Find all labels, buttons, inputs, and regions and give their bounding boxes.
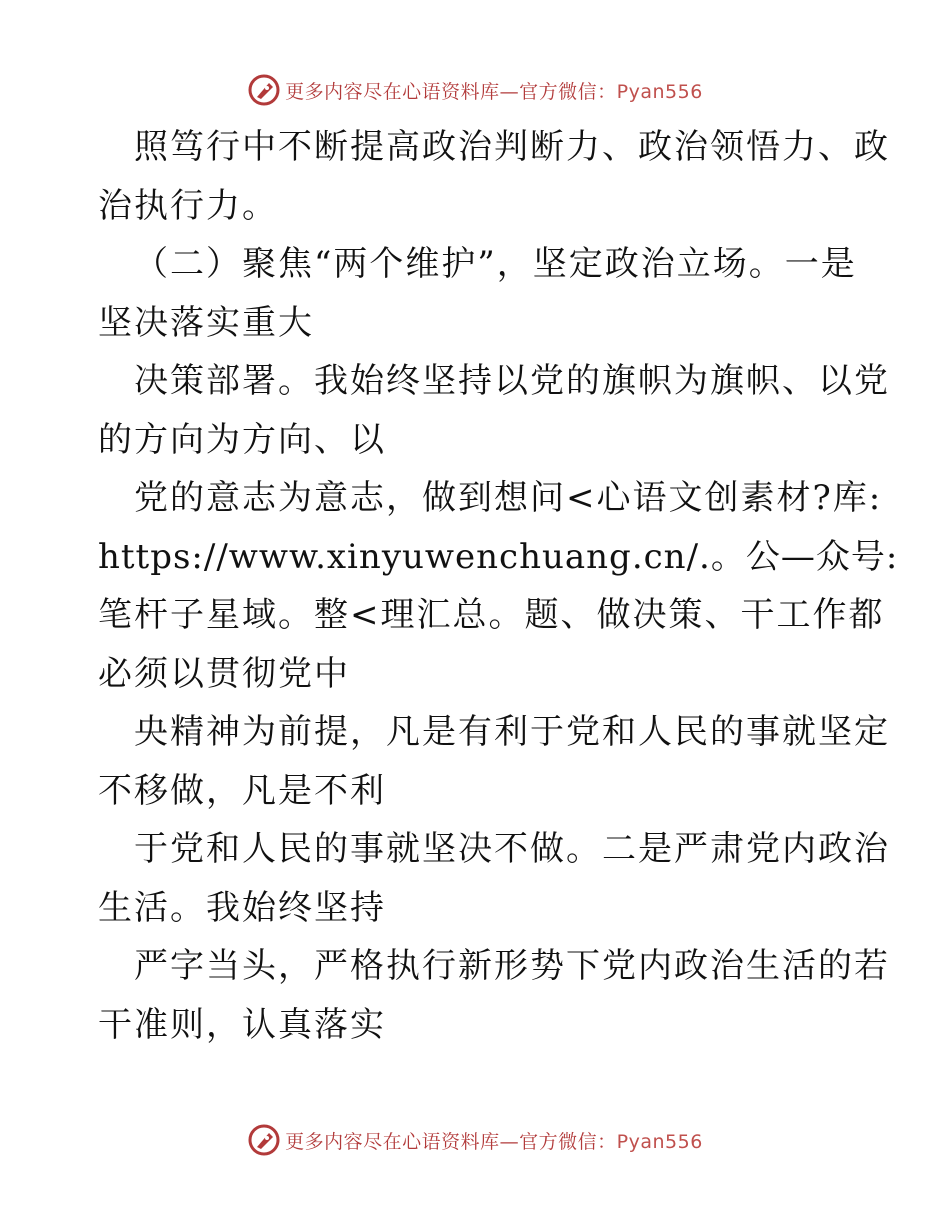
text-line: 生活。我始终坚持 xyxy=(98,887,386,928)
pen-nib-circle-icon xyxy=(247,1123,281,1157)
text-line: 笔杆子星域。整<理汇总。题、做决策、干工作都 xyxy=(98,595,885,635)
footer-watermark xyxy=(0,1120,950,1160)
text-line: 照笃行中不断提高政治判断力、政治领悟力、政 xyxy=(134,127,890,167)
header-watermark xyxy=(0,70,950,110)
text-line: 决策部署。我始终坚持以党的旗帜为旗帜、以党 xyxy=(134,361,890,401)
text-line: 必须以贯彻党中 xyxy=(98,653,350,694)
text-line: 严字当头，严格执行新形势下党内政治生活的若 xyxy=(134,946,890,986)
text-line: （二）聚焦“两个维护”，坚定政治立场。一是 xyxy=(134,244,857,284)
text-line: 的方向为方向、以 xyxy=(98,419,386,460)
text-line: https://www.xinyuwenchuang.cn/.。公—众号: xyxy=(98,536,899,577)
text-line: 于党和人民的事就坚决不做。二是严肃党内政治 xyxy=(134,829,890,869)
text-line: 坚决落实重大 xyxy=(98,302,314,343)
watermark-brand-text: 更多内容尽在心语资料库—官方微信： xyxy=(285,1130,617,1153)
watermark-brand-text: 更多内容尽在心语资料库—官方微信： xyxy=(285,80,617,103)
text-line: 不移做，凡是不利 xyxy=(98,770,386,811)
pen-nib-circle-icon xyxy=(247,73,281,107)
text-line: 央精神为前提，凡是有利于党和人民的事就坚定 xyxy=(134,712,890,752)
document-body xyxy=(98,118,899,1054)
text-line: 治执行力。 xyxy=(98,185,278,226)
text-line: 干准则，认真落实 xyxy=(98,1004,386,1045)
watermark-id-text: Pyan556 xyxy=(616,80,703,103)
text-line: 党的意志为意志，做到想问<心语文创素材?库: xyxy=(134,478,883,518)
watermark-id-text: Pyan556 xyxy=(616,1130,703,1153)
